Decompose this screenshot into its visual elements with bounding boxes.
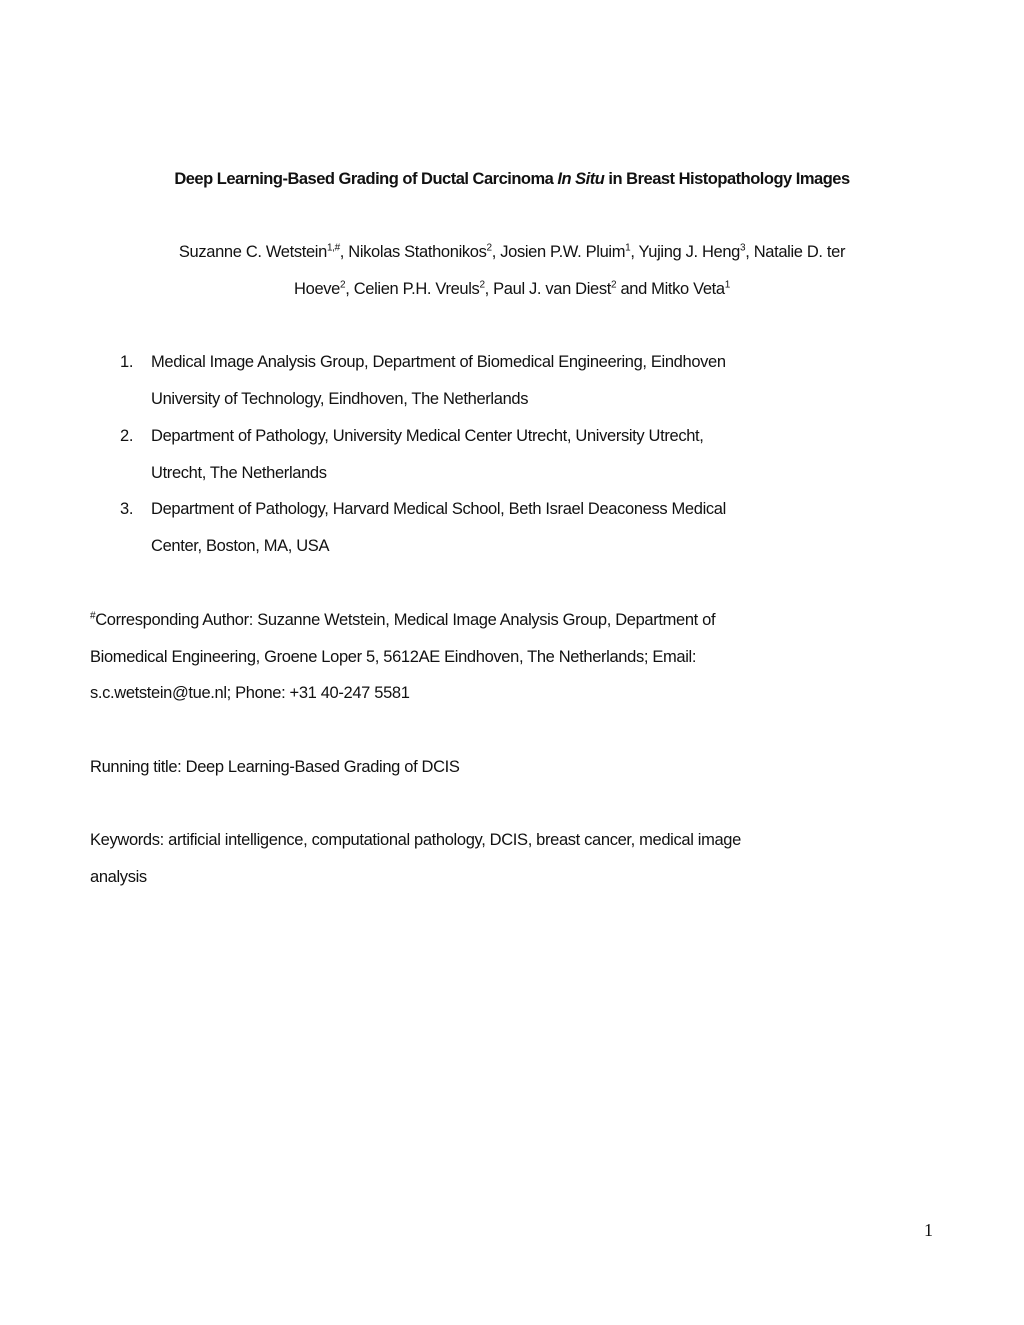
author-line-2: Hoeve$^2$, Celien P.H. Vreuls$^2$, Paul J. van Diest$^2$ and Mitko Veta$^1$ (294, 279, 730, 298)
author-affil: 2 (479, 279, 485, 291)
author-line-1: Suzanne C. Wetstein$^{1,\#}$, Nikolas Stathonikos$^2$, Josien P.W. Pluim$^1$, Yujing J. Heng$^3$, Natalie D. ter (178, 242, 846, 261)
corresponding-text: Corresponding Author: Suzanne Wetstein, Medical Image Analysis Group, Department of (95, 611, 716, 629)
author-affil: 3 (740, 242, 746, 254)
affiliation-text: Utrecht, The Netherlands (151, 464, 327, 482)
author-affil: 1 (625, 242, 631, 254)
author-name: Josien P.W. Pluim (500, 243, 626, 261)
title-text: Deep Learning-Based Grading of Ductal Carcinoma (174, 170, 558, 188)
affiliation-text: Department of Pathology, Harvard Medical School, Beth Israel Deaconess Medical (151, 500, 726, 518)
author-name: Suzanne C. Wetstein (178, 243, 327, 261)
affiliation-number: 1. (120, 353, 134, 371)
author-name: Yujing J. Heng (638, 243, 741, 261)
author-affil: 2 (340, 279, 346, 291)
affiliation-text: University of Technology, Eindhoven, The Netherlands (151, 390, 529, 408)
author-affil: 2 (611, 279, 617, 291)
title-italic: In Situ (557, 170, 605, 188)
affiliation-number: 3. (120, 500, 134, 518)
author-name: Hoeve (294, 280, 340, 298)
paper-title (0, 168, 1024, 190)
author-affil: 1,# (326, 242, 340, 254)
author-affil: 1 (724, 279, 730, 291)
author-name: Natalie D. ter (753, 243, 846, 261)
author-name: Paul J. van Diest (493, 280, 611, 298)
corresponding-text: s.c.wetstein@tue.nl; Phone: +31 40-247 5581 (90, 684, 410, 702)
page-number: 1 (924, 1220, 933, 1240)
keywords: Keywords: artificial intelligence, computational pathology, DCIS, breast cancer, medical image (90, 831, 741, 849)
author-name: Nikolas Stathonikos (348, 243, 487, 261)
author-name: Celien P.H. Vreuls (353, 280, 480, 298)
author-affil: 2 (486, 242, 492, 254)
affiliation-text: Medical Image Analysis Group, Department of Biomedical Engineering, Eindhoven (151, 353, 726, 371)
affiliation-number: 2. (120, 427, 134, 445)
running-title: Running title: Deep Learning-Based Grading of DCIS (90, 758, 460, 776)
title-text: in Breast Histopathology Images (604, 170, 850, 188)
corresponding-text: Biomedical Engineering, Groene Loper 5, 5612AE Eindhoven, The Netherlands; Email: (90, 648, 697, 666)
keywords: analysis (90, 868, 147, 886)
affiliation-text: Department of Pathology, University Medical Center Utrecht, University Utrecht, (151, 427, 704, 445)
corresponding-author (90, 609, 715, 631)
corresponding-mark: # (90, 610, 96, 622)
author-name: Mitko Veta (651, 280, 725, 298)
affiliation-text: Center, Boston, MA, USA (151, 537, 330, 555)
